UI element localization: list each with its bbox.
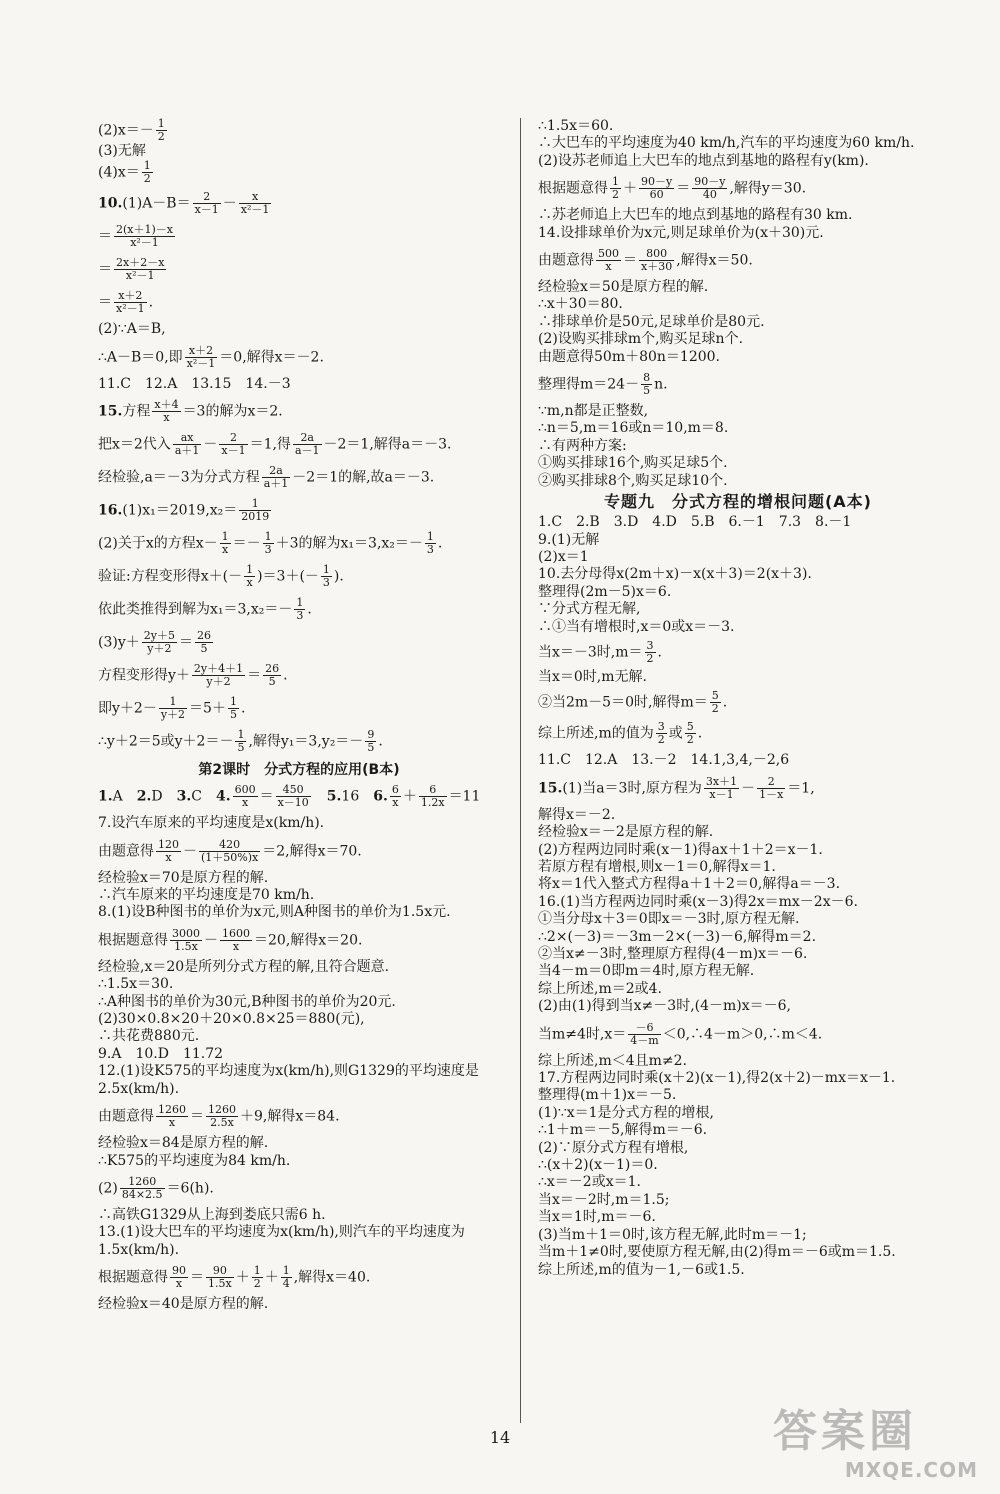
answer-line: 经检验,a＝－3为分式方程 $\frac{2a}{a+1}$ －2＝1的解,故a＝－3.: [98, 464, 435, 491]
answer-line: 整理得m＝24－ $\frac{8}{5}$ n.: [538, 371, 668, 398]
answer-line: 依此类推得到解为x₁＝3,x₂＝－ $\frac{1}{3}$ .: [98, 596, 312, 623]
watermark-logo: 答案圈: [773, 1406, 917, 1457]
answer-line: ∴大巴车的平均速度为40 km/h,汽车的平均速度为60 km/h.: [538, 135, 915, 152]
answer-line: ②购买排球8个,购买足球10个.: [538, 472, 728, 489]
left-column: [98, 118, 500, 1314]
answer-line: 综上所述,m的值为 $\frac{3}{2}$ 或 $\frac{5}{2}$ .: [538, 720, 703, 747]
answer-line: (4)x＝ $\frac{1}{2}$: [98, 159, 151, 186]
answer-line: ∴有两种方案:: [538, 437, 627, 454]
answer-line: (2)方程两边同时乘(x－1)得ax＋1＋2＝x－1.: [538, 841, 823, 858]
answer-line: 由题意得 $\frac{120}{x}$ － $\frac{420}{(1+50\%)x}$ ＝2,解得x＝70.: [98, 837, 362, 864]
answer-line: 1.C 2.B 3.D 4.D 5.B 6.－1 7.3 8.－1: [538, 514, 852, 531]
answer-line: ∵分式方程无解,: [538, 601, 641, 618]
answer-line: 经检验x＝50是原方程的解.: [538, 279, 709, 296]
answer-line: 整理得(2m－5)x＝6.: [538, 583, 672, 600]
answer-line: 综上所述,m＝2或4.: [538, 980, 662, 997]
watermark: [773, 1406, 978, 1486]
answer-line: ∵m,n都是正整数,: [538, 403, 649, 420]
answer-line: ∴A种图书的单价为30元,B种图书的单价为20元.: [98, 993, 396, 1010]
answer-line: 验证:方程变形得x＋(－ $\frac{1}{x}$ )＝3＋(－ $\frac{1}{3}$ ).: [98, 563, 344, 590]
answer-line: 9.(1)无解: [538, 531, 600, 548]
answer-line: 17.方程两边同时乘(x＋2)(x－1),得2(x＋2)－mx＝x－1.: [538, 1070, 896, 1087]
answer-line: 1.5x(km/h).: [98, 1241, 180, 1258]
answer-line: 经检验,x＝20是所列分式方程的解,且符合题意.: [98, 958, 390, 975]
answer-line: (2) $\frac{1260}{84\times 2.5}$ ＝6(h).: [98, 1174, 214, 1201]
answer-line: 当x＝－2时,m＝1.5;: [538, 1191, 670, 1208]
answer-line: 综上所述,m＜4且m≠2.: [538, 1052, 687, 1069]
answer-line: 综上所述,m的值为－1,－6或1.5.: [538, 1261, 745, 1278]
answer-line: (3)无解: [98, 143, 146, 159]
answer-line: (2)设购买排球m个,购买足球n个.: [538, 331, 744, 348]
answer-line: 当m＋1≠0时,要使原方程无解,由(2)得m＝－6或m＝1.5.: [538, 1244, 896, 1261]
answer-line: 1.A 2.D 3.C 4. $\frac{600}{x}$ ＝ $\frac{450}{x-10}$ 5.16 6. $\frac{6}{x}$ ＋ $\frac{6}{1.2x}$ ＝11: [98, 783, 481, 810]
answer-line: ∴苏老师追上大巴车的地点到基地的路程有30 km.: [538, 207, 853, 224]
answer-line: 当x＝－3时,m＝ $\frac{3}{2}$ .: [538, 638, 662, 665]
answer-line: 由题意得 $\frac{500}{x}$ ＝ $\frac{800}{x+30}$ ,解得x＝50.: [538, 247, 753, 274]
answer-line: ∴排球单价是50元,足球单价是80元.: [538, 313, 765, 330]
answer-line: 经检验x＝84是原方程的解.: [98, 1135, 269, 1152]
answer-line: 由题意得 $\frac{1260}{x}$ ＝ $\frac{1260}{2.5x}$ ＋9,解得x＝84.: [98, 1103, 340, 1130]
answer-line: 方程变形得y＋ $\frac{2y+4+1}{y+2}$ ＝ $\frac{26}{5}$ .: [98, 662, 288, 689]
answer-line: ∴1＋m＝－5,解得m＝－6.: [538, 1122, 708, 1139]
answer-line: 15.(1)当a＝3时,原方程为 $\frac{3x+1}{x-1}$ － $\frac{2}{1-x}$ ＝1,: [538, 774, 815, 801]
answer-line: 当x＝0时,m无解.: [538, 668, 647, 685]
answer-line: ＝ $\frac{2x+2-x}{\text{x²－1}}$: [98, 256, 165, 283]
answer-line: 9.A 10.D 11.72: [98, 1045, 224, 1062]
answer-line: 7.设汽车原来的平均速度是x(km/h).: [98, 815, 325, 832]
answer-line: ∴1.5x＝60.: [538, 118, 614, 134]
answer-line: 12.(1)设K575的平均速度为x(km/h),则G1329的平均速度是: [98, 1063, 479, 1080]
answer-line: 若原方程有增根,则x－1＝0,解得x＝1.: [538, 858, 776, 875]
answer-line: 把x＝2代入 $\frac{ax}{a+1}$ － $\frac{2}{x-1}$ ＝1,得 $\frac{2a}{a-1}$ －2＝1,解得a＝－3.: [98, 431, 452, 458]
page-number: 14: [489, 1428, 511, 1447]
answer-line: 将x＝1代入整式方程得a＋1＋2＝0,解得a＝－3.: [538, 876, 841, 893]
answer-line: 经检验x＝40是原方程的解.: [98, 1296, 269, 1313]
answer-line: 当m≠4时,x＝ $\frac{-6}{4-m}$ ＜0,∴4－m＞0,∴m＜4.: [538, 1020, 823, 1047]
answer-line: 15.方程 $\frac{x+4}{x}$ ＝3的解为x＝2.: [98, 398, 283, 425]
answer-line: ∴1.5x＝30.: [98, 976, 174, 993]
answer-line: 16.(1)x₁＝2019,x₂＝ $\frac{1}{2019}$: [98, 497, 270, 524]
answer-line: (2)设苏老师追上大巴车的地点到基地的路程有y(km).: [538, 152, 869, 169]
answer-line: (1)∵x＝1是分式方程的增根,: [538, 1104, 714, 1121]
section-heading: 第2课时 分式方程的应用(B本): [198, 762, 400, 779]
answer-line: 根据题意得 $\frac{90}{x}$ ＝ $\frac{90}{1.5x}$ ＋ $\frac{1}{2}$ ＋ $\frac{1}{4}$ ,解得x＝40.: [98, 1264, 371, 1291]
answer-line: (2)∵A＝B,: [98, 321, 166, 338]
answer-line: 当x＝1时,m＝－6.: [538, 1209, 656, 1226]
answer-line: ②当x≠－3时,整理原方程得(4－m)x＝－6.: [538, 946, 808, 962]
answer-line: ∴汽车原来的平均速度是70 km/h.: [98, 887, 315, 904]
answer-line: ①当分母x＋3＝0即x＝－3时,原方程无解.: [538, 911, 800, 928]
answer-line: 即y＋2－ $\frac{1}{y+2}$ ＝5＋ $\frac{1}{5}$ .: [98, 695, 246, 722]
answer-line: ∴共花费880元.: [98, 1028, 200, 1045]
answer-line: 根据题意得 $\frac{1}{2}$ ＋ $\frac{90-y}{60}$ ＝ $\frac{90-y}{40}$ ,解得y＝30.: [538, 175, 807, 202]
answer-line: (2)30×0.8×20＋20×0.8×25＝880(元),: [98, 1011, 365, 1028]
answer-line: (2)x＝－ $\frac{1}{2}$: [98, 117, 165, 143]
answer-line: (2)∵原分式方程有增根,: [538, 1139, 689, 1156]
answer-line: (2)由(1)得到当x≠－3时,(4－m)x＝－6,: [538, 998, 792, 1015]
answer-line: ∴(x＋2)(x－1)＝0.: [538, 1157, 658, 1174]
answer-line: (2)关于x的方程x－ $\frac{1}{x}$ ＝－ $\frac{1}{3}$ ＋3的解为x₁＝3,x₂＝－ $\frac{1}{3}$ .: [98, 530, 443, 557]
answer-line: 当4－m＝0即m＝4时,原方程无解.: [538, 963, 755, 980]
right-column: [538, 118, 938, 1279]
answer-line: (3)当m＋1＝0时,该方程无解,此时m＝－1;: [538, 1226, 807, 1243]
answer-line: ∴K575的平均速度为84 km/h.: [98, 1152, 291, 1169]
answer-line: (2)x＝1: [538, 548, 589, 565]
answer-line: 由题意得50m＋80n＝1200.: [538, 348, 720, 365]
answer-line: ∴高铁G1329从上海到娄底只需6 h.: [98, 1206, 326, 1223]
answer-line: ∴y＋2＝5或y＋2＝－ $\frac{1}{5}$ ,解得y₁＝3,y₂＝－ $\frac{9}{5}$ .: [98, 728, 383, 755]
watermark-url: MXQE.COM: [844, 1458, 978, 1482]
answer-line: ①购买排球16个,购买足球5个.: [538, 455, 728, 472]
answer-line: 经检验x＝－2是原方程的解.: [538, 824, 714, 841]
answer-line: ＝ $\frac{x+2}{\text{x²－1}}$ .: [98, 289, 154, 316]
answer-line: ＝ $\frac{2(x+1)-x}{\text{x²－1}}$: [98, 223, 173, 250]
section-heading: 专题九 分式方程的增根问题(A本): [603, 492, 872, 512]
answer-line: 整理得(m＋1)x＝－5.: [538, 1087, 677, 1104]
answer-line: ∴①当有增根时,x＝0或x＝－3.: [538, 618, 735, 635]
answer-line: 解得x＝－2.: [538, 806, 616, 823]
answer-line: 10.去分母得x(2m＋x)－x(x＋3)＝2(x＋3).: [538, 566, 812, 583]
answer-line: ∴2×(－3)＝－3m－2×(－3)－6,解得m＝2.: [538, 928, 817, 945]
answer-line: ∴A－B＝0,即 $\frac{x+2}{\text{x²－1}}$ ＝0,解得x＝－2.: [98, 343, 324, 370]
answer-line: 经检验x＝70是原方程的解.: [98, 869, 269, 886]
answer-line: 8.(1)设B种图书的单价为x元,则A种图书的单价为1.5x元.: [98, 904, 451, 921]
answer-line: ∴x＋30＝80.: [538, 296, 623, 313]
answer-line: ∴x＝－2或x＝1.: [538, 1174, 641, 1191]
column-divider: [520, 118, 521, 1423]
answer-line: 16.(1)当方程两边同时乘(x－3)得2x＝mx－2x－6.: [538, 893, 858, 910]
answer-line: 10.(1)A－B＝ $\frac{2}{x-1}$ － $\frac{x}{\text{x²－1}}$: [98, 190, 270, 217]
answer-line: 2.5x(km/h).: [98, 1080, 180, 1097]
answer-line: ∴n＝5,m＝16或n＝10,m＝8.: [538, 420, 729, 437]
answer-line: (3)y＋ $\frac{2y+5}{y+2}$ ＝ $\frac{26}{5}$: [98, 629, 211, 656]
answer-line: 11.C 12.A 13.－2 14.1,3,4,－2,6: [538, 752, 790, 769]
answer-line: ②当2m－5＝0时,解得m＝ $\frac{5}{2}$ .: [538, 689, 728, 716]
answer-line: 14.设排球单价为x元,则足球单价为(x＋30)元.: [538, 224, 824, 241]
answer-line: 11.C 12.A 13.15 14.－3: [98, 375, 291, 392]
answer-line: 13.(1)设大巴车的平均速度为x(km/h),则汽车的平均速度为: [98, 1224, 465, 1241]
answer-line: 根据题意得 $\frac{3000}{1.5x}$ － $\frac{1600}{x}$ ＝20,解得x＝20.: [98, 926, 363, 953]
